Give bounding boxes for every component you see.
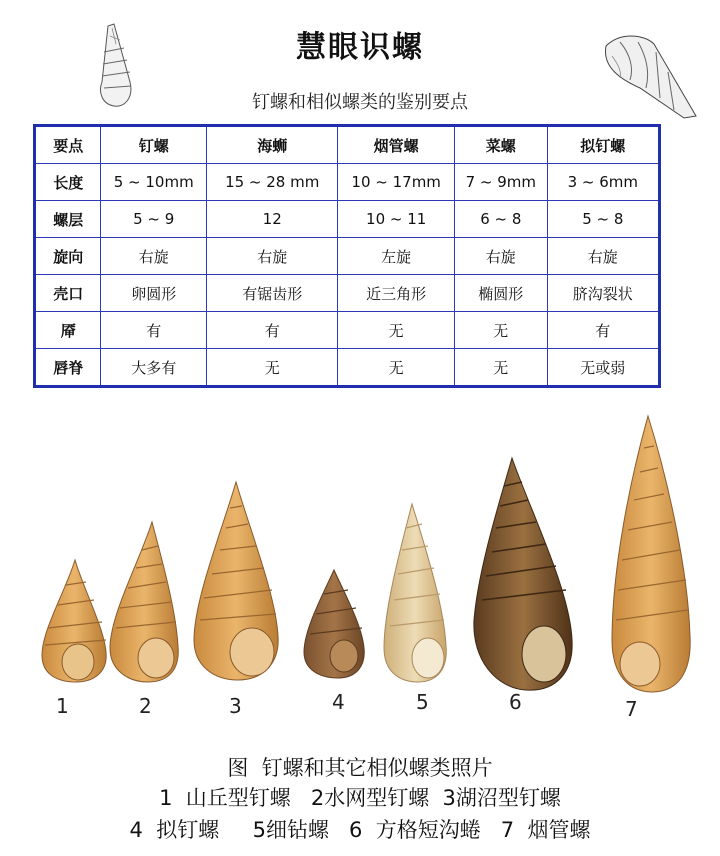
shell-sketch-left	[94, 22, 144, 110]
column-header: 菜螺	[454, 126, 547, 164]
column-header: 烟管螺	[338, 126, 455, 164]
shell-7	[612, 416, 690, 692]
row-header: 壳口	[35, 275, 101, 312]
table-cell: 7 ~ 9mm	[454, 164, 547, 201]
row-header: 厣	[35, 312, 101, 349]
table-cell: 大多有	[101, 349, 207, 387]
shell-4	[304, 570, 364, 678]
shell-2	[110, 522, 178, 682]
table-header-row	[35, 126, 660, 164]
table-row	[35, 349, 660, 387]
table-cell: 右旋	[101, 238, 207, 275]
table-cell: 无	[338, 312, 455, 349]
shell-number-2: 2	[139, 694, 152, 718]
table-cell: 3 ~ 6mm	[547, 164, 659, 201]
row-header: 唇脊	[35, 349, 101, 387]
table-row	[35, 238, 660, 275]
table-row	[35, 201, 660, 238]
figure-caption-line-2: 4 拟钉螺 5细钻螺 6 方格短沟蜷 7 烟管螺	[129, 818, 591, 842]
shell-sketch-right	[600, 28, 700, 120]
table-cell: 无	[207, 349, 338, 387]
table-row	[35, 164, 660, 201]
table-cell: 右旋	[547, 238, 659, 275]
shell-number-4: 4	[332, 690, 345, 714]
table-row	[35, 275, 660, 312]
shell-photo-panel	[0, 400, 720, 730]
shell-6	[474, 458, 572, 690]
table-cell: 右旋	[454, 238, 547, 275]
table-cell: 脐沟裂状	[547, 275, 659, 312]
table-cell: 有	[101, 312, 207, 349]
table-cell: 5 ~ 8	[547, 201, 659, 238]
table-cell: 无	[454, 349, 547, 387]
table-cell: 15 ~ 28 mm	[207, 164, 338, 201]
page-subtitle: 钉螺和相似螺类的鉴别要点	[252, 92, 468, 113]
table-cell: 近三角形	[338, 275, 455, 312]
table-cell: 无	[338, 349, 455, 387]
column-header: 钉螺	[101, 126, 207, 164]
column-header: 要点	[35, 126, 101, 164]
table-cell: 无	[454, 312, 547, 349]
table-cell: 6 ~ 8	[454, 201, 547, 238]
table-cell: 卵圆形	[101, 275, 207, 312]
row-header: 旋向	[35, 238, 101, 275]
shell-5	[384, 504, 446, 682]
shell-number-1: 1	[56, 694, 69, 718]
shell-number-7: 7	[625, 697, 638, 721]
table-cell: 有	[547, 312, 659, 349]
shell-1	[42, 560, 106, 682]
table-cell: 10 ~ 17mm	[338, 164, 455, 201]
table-cell: 椭圆形	[454, 275, 547, 312]
row-header: 螺层	[35, 201, 101, 238]
table-cell: 5 ~ 9	[101, 201, 207, 238]
row-header: 长度	[35, 164, 101, 201]
column-header: 海蛳	[207, 126, 338, 164]
figure-caption-line-1: 1 山丘型钉螺 2水网型钉螺 3湖沼型钉螺	[159, 786, 561, 810]
table-cell: 有锯齿形	[207, 275, 338, 312]
table-cell: 10 ~ 11	[338, 201, 455, 238]
column-header: 拟钉螺	[547, 126, 659, 164]
table-cell: 有	[207, 312, 338, 349]
table-cell: 无或弱	[547, 349, 659, 387]
table-cell: 5 ~ 10mm	[101, 164, 207, 201]
figure-caption-title: 图 钉螺和其它相似螺类照片	[227, 756, 493, 780]
shell-number-3: 3	[229, 694, 242, 718]
shell-3	[194, 482, 278, 680]
shell-number-5: 5	[416, 690, 429, 714]
table-row	[35, 312, 660, 349]
comparison-table	[33, 124, 661, 388]
table-cell: 12	[207, 201, 338, 238]
table-cell: 右旋	[207, 238, 338, 275]
page-title: 慧眼识螺	[296, 30, 424, 65]
shell-number-6: 6	[509, 690, 522, 714]
table-cell: 左旋	[338, 238, 455, 275]
